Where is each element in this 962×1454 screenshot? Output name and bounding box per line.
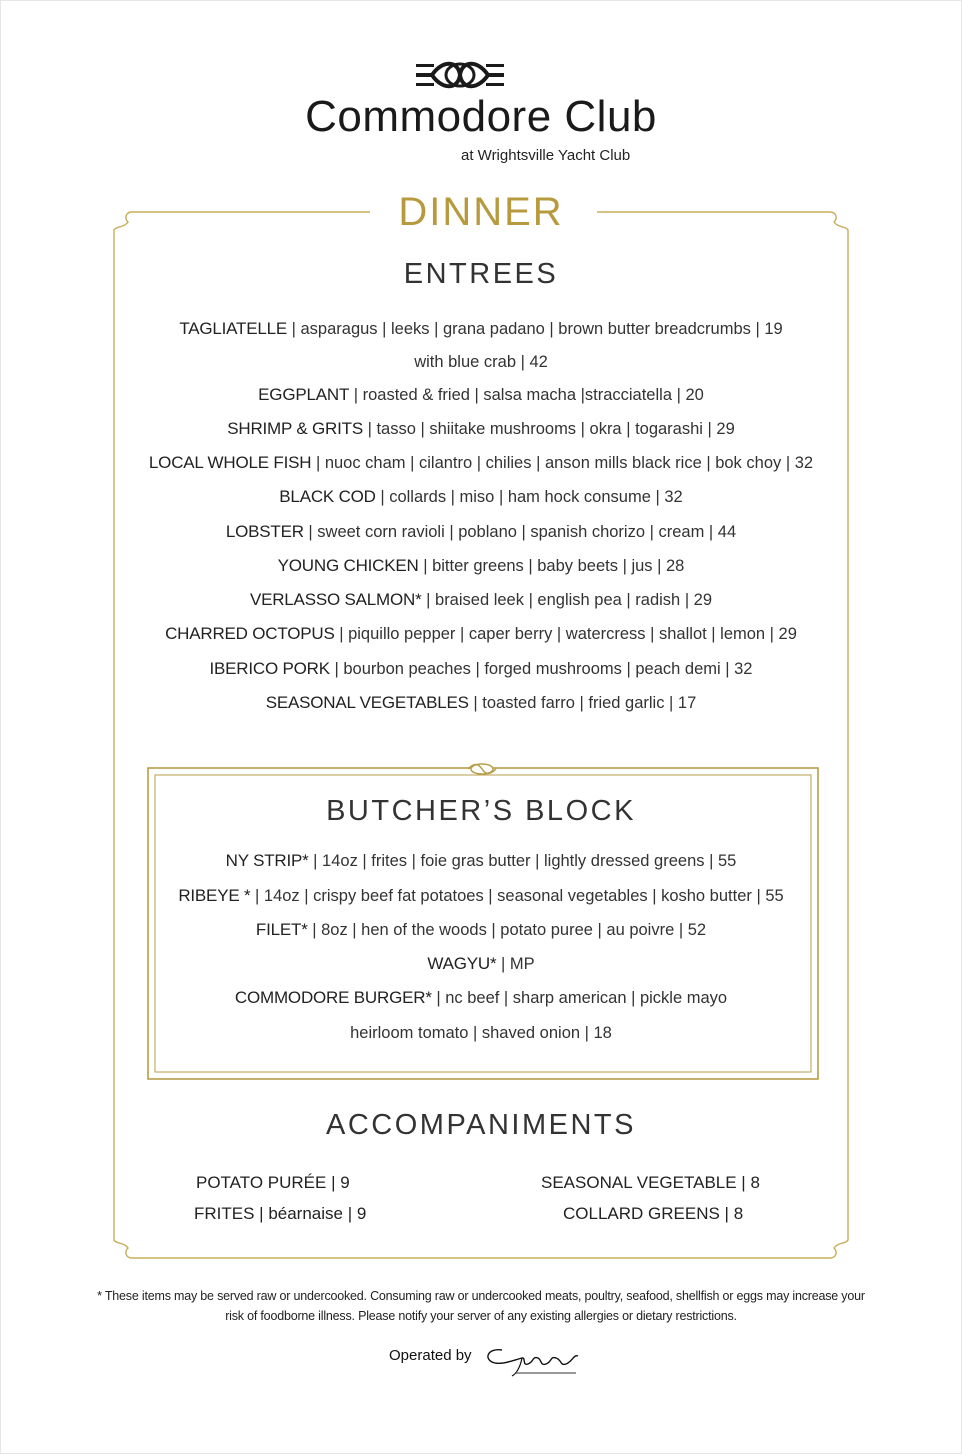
list-item: WAGYU* | MP <box>427 954 535 973</box>
list-item: NY STRIP* | 14oz | frites | foie gras butter | lightly dressed greens | 55 <box>225 851 737 870</box>
butchers-block-title: BUTCHER’S BLOCK <box>326 795 636 827</box>
list-item: COLLARD GREENS | 8 <box>563 1204 744 1223</box>
list-item: LOCAL WHOLE FISH | nuoc cham | cilantro | chilies | anson mills black rice | bok choy | 32 <box>148 453 814 472</box>
signature-logo-icon <box>482 1344 582 1378</box>
list-item: YOUNG CHICKEN | bitter greens | baby beets | jus | 28 <box>277 556 685 575</box>
list-item: RIBEYE * | 14oz | crispy beef fat potatoes | seasonal vegetables | kosho butter | 55 <box>178 886 784 905</box>
list-item: FRITES | béarnaise | 9 <box>194 1204 367 1223</box>
list-item: TAGLIATELLE | asparagus | leeks | grana padano | brown butter breadcrumbs | 19 <box>179 319 783 338</box>
list-item: EGGPLANT | roasted & fried | salsa macha |stracciatella | 20 <box>258 385 704 404</box>
list-item: SEASONAL VEGETABLE | 8 <box>541 1173 760 1192</box>
accompaniments-title: ACCOMPANIMENTS <box>326 1109 636 1141</box>
list-item: BLACK COD | collards | miso | ham hock consume | 32 <box>279 487 683 506</box>
list-item: IBERICO PORK | bourbon peaches | forged mushrooms | peach demi | 32 <box>209 659 753 678</box>
list-item: COMMODORE BURGER* | nc beef | sharp american | pickle mayo <box>234 988 728 1007</box>
list-item: SEASONAL VEGETABLES | toasted farro | fried garlic | 17 <box>265 693 697 712</box>
brand-subtitle: at Wrightsville Yacht Club <box>461 147 631 164</box>
entrees-title: ENTREES <box>403 258 559 290</box>
disclaimer-line-1: * These items may be served raw or undercooked. Consuming raw or undercooked meats, poultry, seafood, shellfish or eggs may increase your <box>97 1289 865 1303</box>
list-item: CHARRED OCTOPUS | piquillo pepper | caper berry | watercress | shallot | lemon | 29 <box>165 624 797 643</box>
brand-title: Commodore Club <box>305 92 657 141</box>
list-item: VERLASSO SALMON* | braised leek | english pea | radish | 29 <box>249 590 713 609</box>
list-item: FILET* | 8oz | hen of the woods | potato puree | au poivre | 52 <box>255 920 707 939</box>
disclaimer-line-2: risk of foodborne illness. Please notify your server of any existing allergies or dietary restrictions. <box>225 1309 737 1323</box>
operated-by-label: Operated by <box>389 1347 472 1364</box>
menu-title: DINNER <box>398 190 564 234</box>
list-item: LOBSTER | sweet corn ravioli | poblano | spanish chorizo | cream | 44 <box>225 522 737 541</box>
list-item: with blue crab | 42 <box>414 353 548 371</box>
list-item: heirloom tomato | shaved onion | 18 <box>350 1024 612 1042</box>
list-item: SHRIMP & GRITS | tasso | shiitake mushrooms | okra | togarashi | 29 <box>227 419 735 438</box>
knot-ornament-icon <box>468 764 496 774</box>
list-item: POTATO PURÉE | 9 <box>196 1173 350 1192</box>
